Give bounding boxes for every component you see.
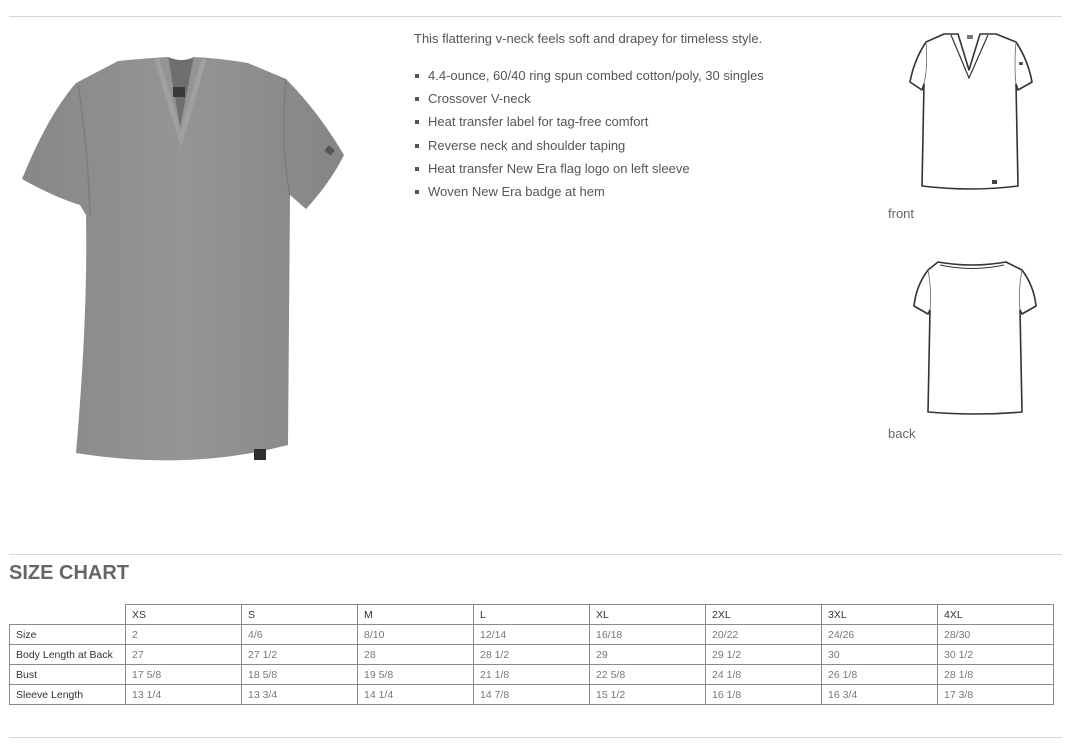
front-sketch-image — [906, 30, 1036, 192]
front-label: front — [888, 206, 915, 221]
column-header: M — [358, 605, 474, 625]
table-cell: 30 1/2 — [938, 645, 1054, 665]
table-row — [10, 625, 1054, 645]
table-cell: 16/18 — [590, 625, 706, 645]
table-cell: 14 7/8 — [474, 685, 590, 705]
product-description: This flattering v-neck feels soft and drapey for timeless style. — [414, 31, 763, 46]
bullet-icon — [415, 120, 419, 124]
table-cell: 28 1/2 — [474, 645, 590, 665]
list-item: Heat transfer label for tag-free comfort — [414, 113, 764, 136]
table-cell: 21 1/8 — [474, 665, 590, 685]
back-sketch-image — [910, 256, 1040, 418]
feature-list — [414, 67, 764, 206]
table-cell: 26 1/8 — [822, 665, 938, 685]
table-cell: 13 3/4 — [242, 685, 358, 705]
row-label: Body Length at Back — [10, 645, 126, 665]
product-shirt-image — [18, 55, 348, 475]
bullet-icon — [415, 74, 419, 78]
list-item: Woven New Era badge at hem — [414, 183, 764, 206]
column-header: S — [242, 605, 358, 625]
table-cell: 19 5/8 — [358, 665, 474, 685]
list-item: Heat transfer New Era flag logo on left sleeve — [414, 160, 764, 183]
bullet-icon — [415, 167, 419, 171]
bullet-icon — [415, 144, 419, 148]
list-item: Reverse neck and shoulder taping — [414, 137, 764, 160]
top-divider — [9, 16, 1062, 17]
table-cell: 27 1/2 — [242, 645, 358, 665]
table-row — [10, 665, 1054, 685]
size-chart-title: SIZE CHART — [9, 562, 129, 584]
table-cell: 29 1/2 — [706, 645, 822, 665]
column-header: XL — [590, 605, 706, 625]
column-header: XS — [126, 605, 242, 625]
table-cell: 28 — [358, 645, 474, 665]
row-label: Sleeve Length — [10, 685, 126, 705]
table-row — [10, 685, 1054, 705]
table-cell: 30 — [822, 645, 938, 665]
size-chart-divider — [9, 554, 1062, 555]
table-cell: 27 — [126, 645, 242, 665]
table-corner — [10, 605, 126, 625]
table-cell: 16 1/8 — [706, 685, 822, 705]
table-cell: 18 5/8 — [242, 665, 358, 685]
bullet-icon — [415, 190, 419, 194]
table-cell: 28/30 — [938, 625, 1054, 645]
column-header: L — [474, 605, 590, 625]
table-cell: 4/6 — [242, 625, 358, 645]
row-label: Bust — [10, 665, 126, 685]
column-header: 2XL — [706, 605, 822, 625]
bullet-icon — [415, 97, 419, 101]
table-cell: 2 — [126, 625, 242, 645]
table-cell: 24 1/8 — [706, 665, 822, 685]
list-item: Crossover V-neck — [414, 90, 764, 113]
column-header: 3XL — [822, 605, 938, 625]
column-header: 4XL — [938, 605, 1054, 625]
list-item: 4.4-ounce, 60/40 ring spun combed cotton/poly, 30 singles — [414, 67, 764, 90]
bottom-divider — [9, 737, 1062, 738]
back-label: back — [888, 426, 916, 441]
table-cell: 17 3/8 — [938, 685, 1054, 705]
table-cell: 29 — [590, 645, 706, 665]
table-cell: 24/26 — [822, 625, 938, 645]
table-cell: 15 1/2 — [590, 685, 706, 705]
table-cell: 14 1/4 — [358, 685, 474, 705]
shirt-body — [22, 57, 344, 460]
table-cell: 17 5/8 — [126, 665, 242, 685]
table-header-row — [10, 605, 1054, 625]
table-cell: 12/14 — [474, 625, 590, 645]
table-cell: 20/22 — [706, 625, 822, 645]
table-row — [10, 645, 1054, 665]
table-cell: 8/10 — [358, 625, 474, 645]
table-cell: 28 1/8 — [938, 665, 1054, 685]
row-label: Size — [10, 625, 126, 645]
table-cell: 16 3/4 — [822, 685, 938, 705]
table-cell: 22 5/8 — [590, 665, 706, 685]
size-chart-table — [9, 604, 1054, 705]
table-cell: 13 1/4 — [126, 685, 242, 705]
